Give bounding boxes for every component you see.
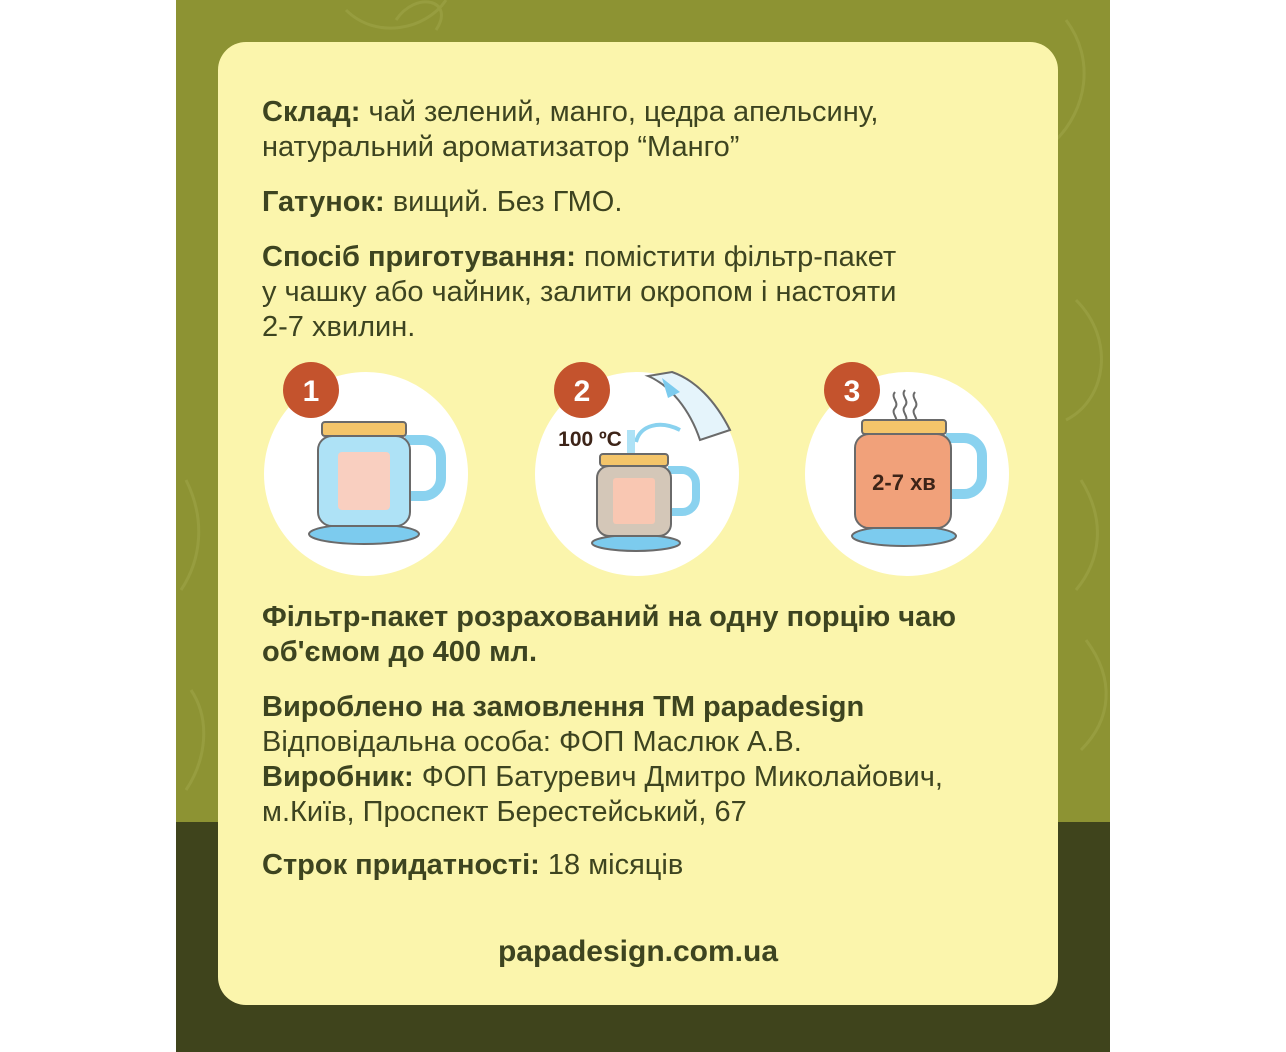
responsible-line: Відповідальна особа: ФОП Маслюк А.В. <box>262 726 802 758</box>
producer-value: ФОП Батуревич Дмитро Миколайович, <box>413 761 943 793</box>
shelf-life-label: Строк придатності: <box>262 849 540 881</box>
grade-value: вищий. Без ГМО. <box>384 186 623 218</box>
producer-label: Виробник: <box>262 761 414 793</box>
composition-value: чай зелений, манго, цедра апельсину, <box>360 96 879 128</box>
preparation-line-2: у чашку або чайник, залити окропом і настояти <box>262 276 897 308</box>
step-1 <box>264 362 468 576</box>
step-3-number: 3 <box>843 375 861 408</box>
step-3 <box>805 362 1009 576</box>
shelf-life-value: 18 місяців <box>539 849 684 881</box>
grade-label: Гатунок: <box>262 186 385 218</box>
producer-line <box>262 760 943 795</box>
composition-label: Склад: <box>262 96 361 128</box>
made-for-line: Вироблено на замовлення ТМ papadesign <box>262 691 865 723</box>
step-3-time: 2-7 хв <box>872 470 936 495</box>
step-2 <box>535 362 739 576</box>
preparation-label: Спосіб приготування: <box>262 241 576 273</box>
website-link[interactable]: papadesign.com.ua <box>497 935 779 968</box>
step-2-number: 2 <box>573 375 591 408</box>
portion-note-line-1: Фільтр-пакет розрахований на одну порцію чаю <box>262 601 957 633</box>
composition-line-2: натуральний ароматизатор “Манго” <box>262 131 740 163</box>
preparation-line-3: 2-7 хвилин. <box>262 311 416 343</box>
preparation-value: помістити фільтр-пакет <box>575 241 897 273</box>
address-line: м.Київ, Проспект Берестейський, 67 <box>262 796 747 828</box>
step-1-number: 1 <box>302 375 320 408</box>
shelf-life-line <box>262 848 683 883</box>
portion-note-line-2: об'ємом до 400 мл. <box>262 636 538 668</box>
step-2-temperature: 100 ºC <box>558 428 622 451</box>
